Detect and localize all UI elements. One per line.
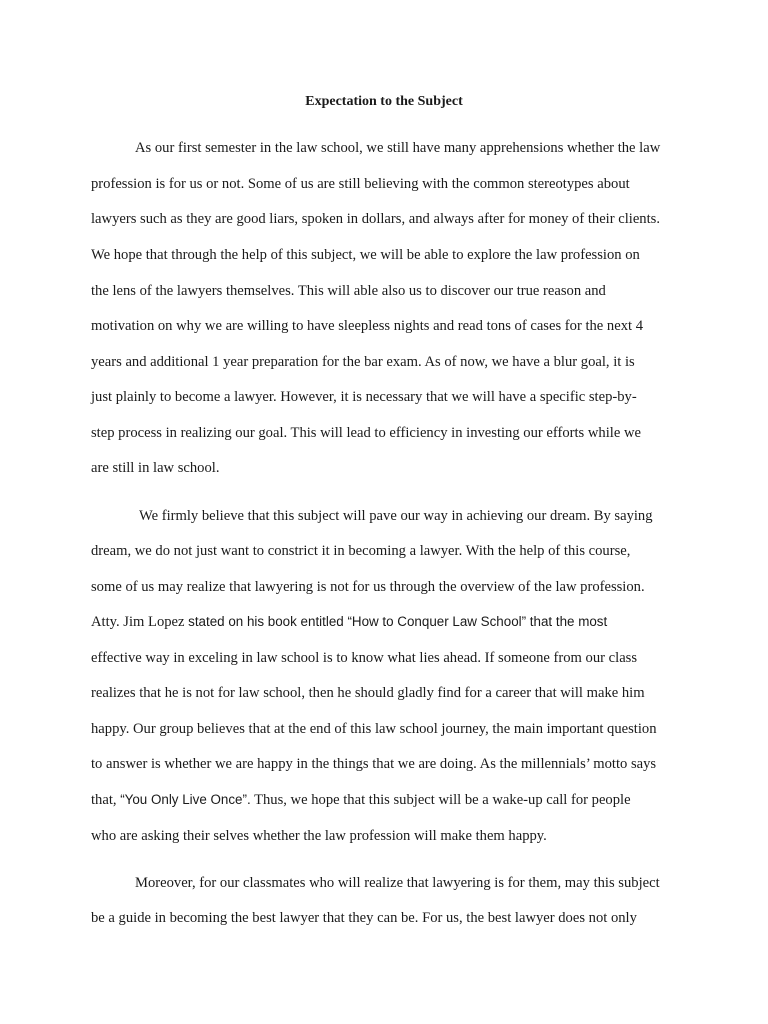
paragraph-1-line-7: years and additional 1 year preparation for the bar exam. As of now, we have a blur goal, it is	[91, 354, 635, 370]
paragraph-2-line-4	[91, 612, 607, 632]
paragraph-3-line-2: be a guide in becoming the best lawyer that they can be. For us, the best lawyer does not only	[91, 910, 637, 926]
paragraph-2-line-9	[91, 790, 631, 810]
paragraph-1-line-10: are still in law school.	[91, 460, 220, 476]
paragraph-2-line-3: some of us may realize that lawyering is not for us through the overview of the law profession.	[91, 579, 645, 595]
paragraph-1-line-2: profession is for us or not. Some of us are still believing with the common stereotypes about	[91, 176, 630, 192]
paragraph-2-line-4-sans: stated on his book entitled “How to Conquer Law School” that the most	[188, 614, 608, 629]
paragraph-2-line-1: We firmly believe that this subject will pave our way in achieving our dream. By saying	[139, 508, 653, 524]
paragraph-2-line-4-serif: Atty. Jim Lopez	[91, 614, 189, 630]
paragraph-1-line-6: motivation on why we are willing to have sleepless nights and read tons of cases for the next 4	[91, 318, 643, 334]
paragraph-2-line-5: effective way in exceling in law school is to know what lies ahead. If someone from our class	[91, 650, 638, 666]
paragraph-2-line-7: happy. Our group believes that at the end of this law school journey, the main important question	[91, 721, 657, 737]
paragraph-1-line-4: We hope that through the help of this subject, we will be able to explore the law profession on	[91, 247, 640, 263]
paragraph-1-line-3: lawyers such as they are good liars, spoken in dollars, and always after for money of their clients.	[91, 211, 660, 227]
paragraph-1-line-8: just plainly to become a lawyer. However, it is necessary that we will have a specific step-by-	[91, 389, 637, 405]
paragraph-2-line-8: to answer is whether we are happy in the things that we are doing. As the millennials’ motto says	[91, 756, 657, 772]
document-title: Expectation to the Subject	[305, 94, 463, 109]
paragraph-2-line-6: realizes that he is not for law school, then he should gladly find for a career that will make him	[91, 685, 645, 701]
paragraph-2-line-2: dream, we do not just want to constrict it in becoming a lawyer. With the help of this course,	[91, 543, 631, 559]
paragraph-1-line-9: step process in realizing our goal. This will lead to efficiency in investing our efforts while we	[91, 425, 641, 441]
paragraph-2-line-10: who are asking their selves whether the law profession will make them happy.	[91, 828, 547, 844]
paragraph-3-line-1: Moreover, for our classmates who will realize that lawyering is for them, may this subject	[135, 875, 660, 891]
paragraph-1-line-5: the lens of the lawyers themselves. This will able also us to discover our true reason and	[91, 283, 606, 299]
paragraph-2-line-9-quote: “You Only Live Once”.	[120, 792, 251, 807]
paragraph-1-line-1: As our first semester in the law school, we still have many apprehensions whether the law	[135, 140, 661, 156]
paragraph-2-line-9-part-a: that,	[91, 792, 121, 808]
paragraph-2-line-9-part-c: Thus, we hope that this subject will be a wake-up call for people	[250, 792, 631, 808]
